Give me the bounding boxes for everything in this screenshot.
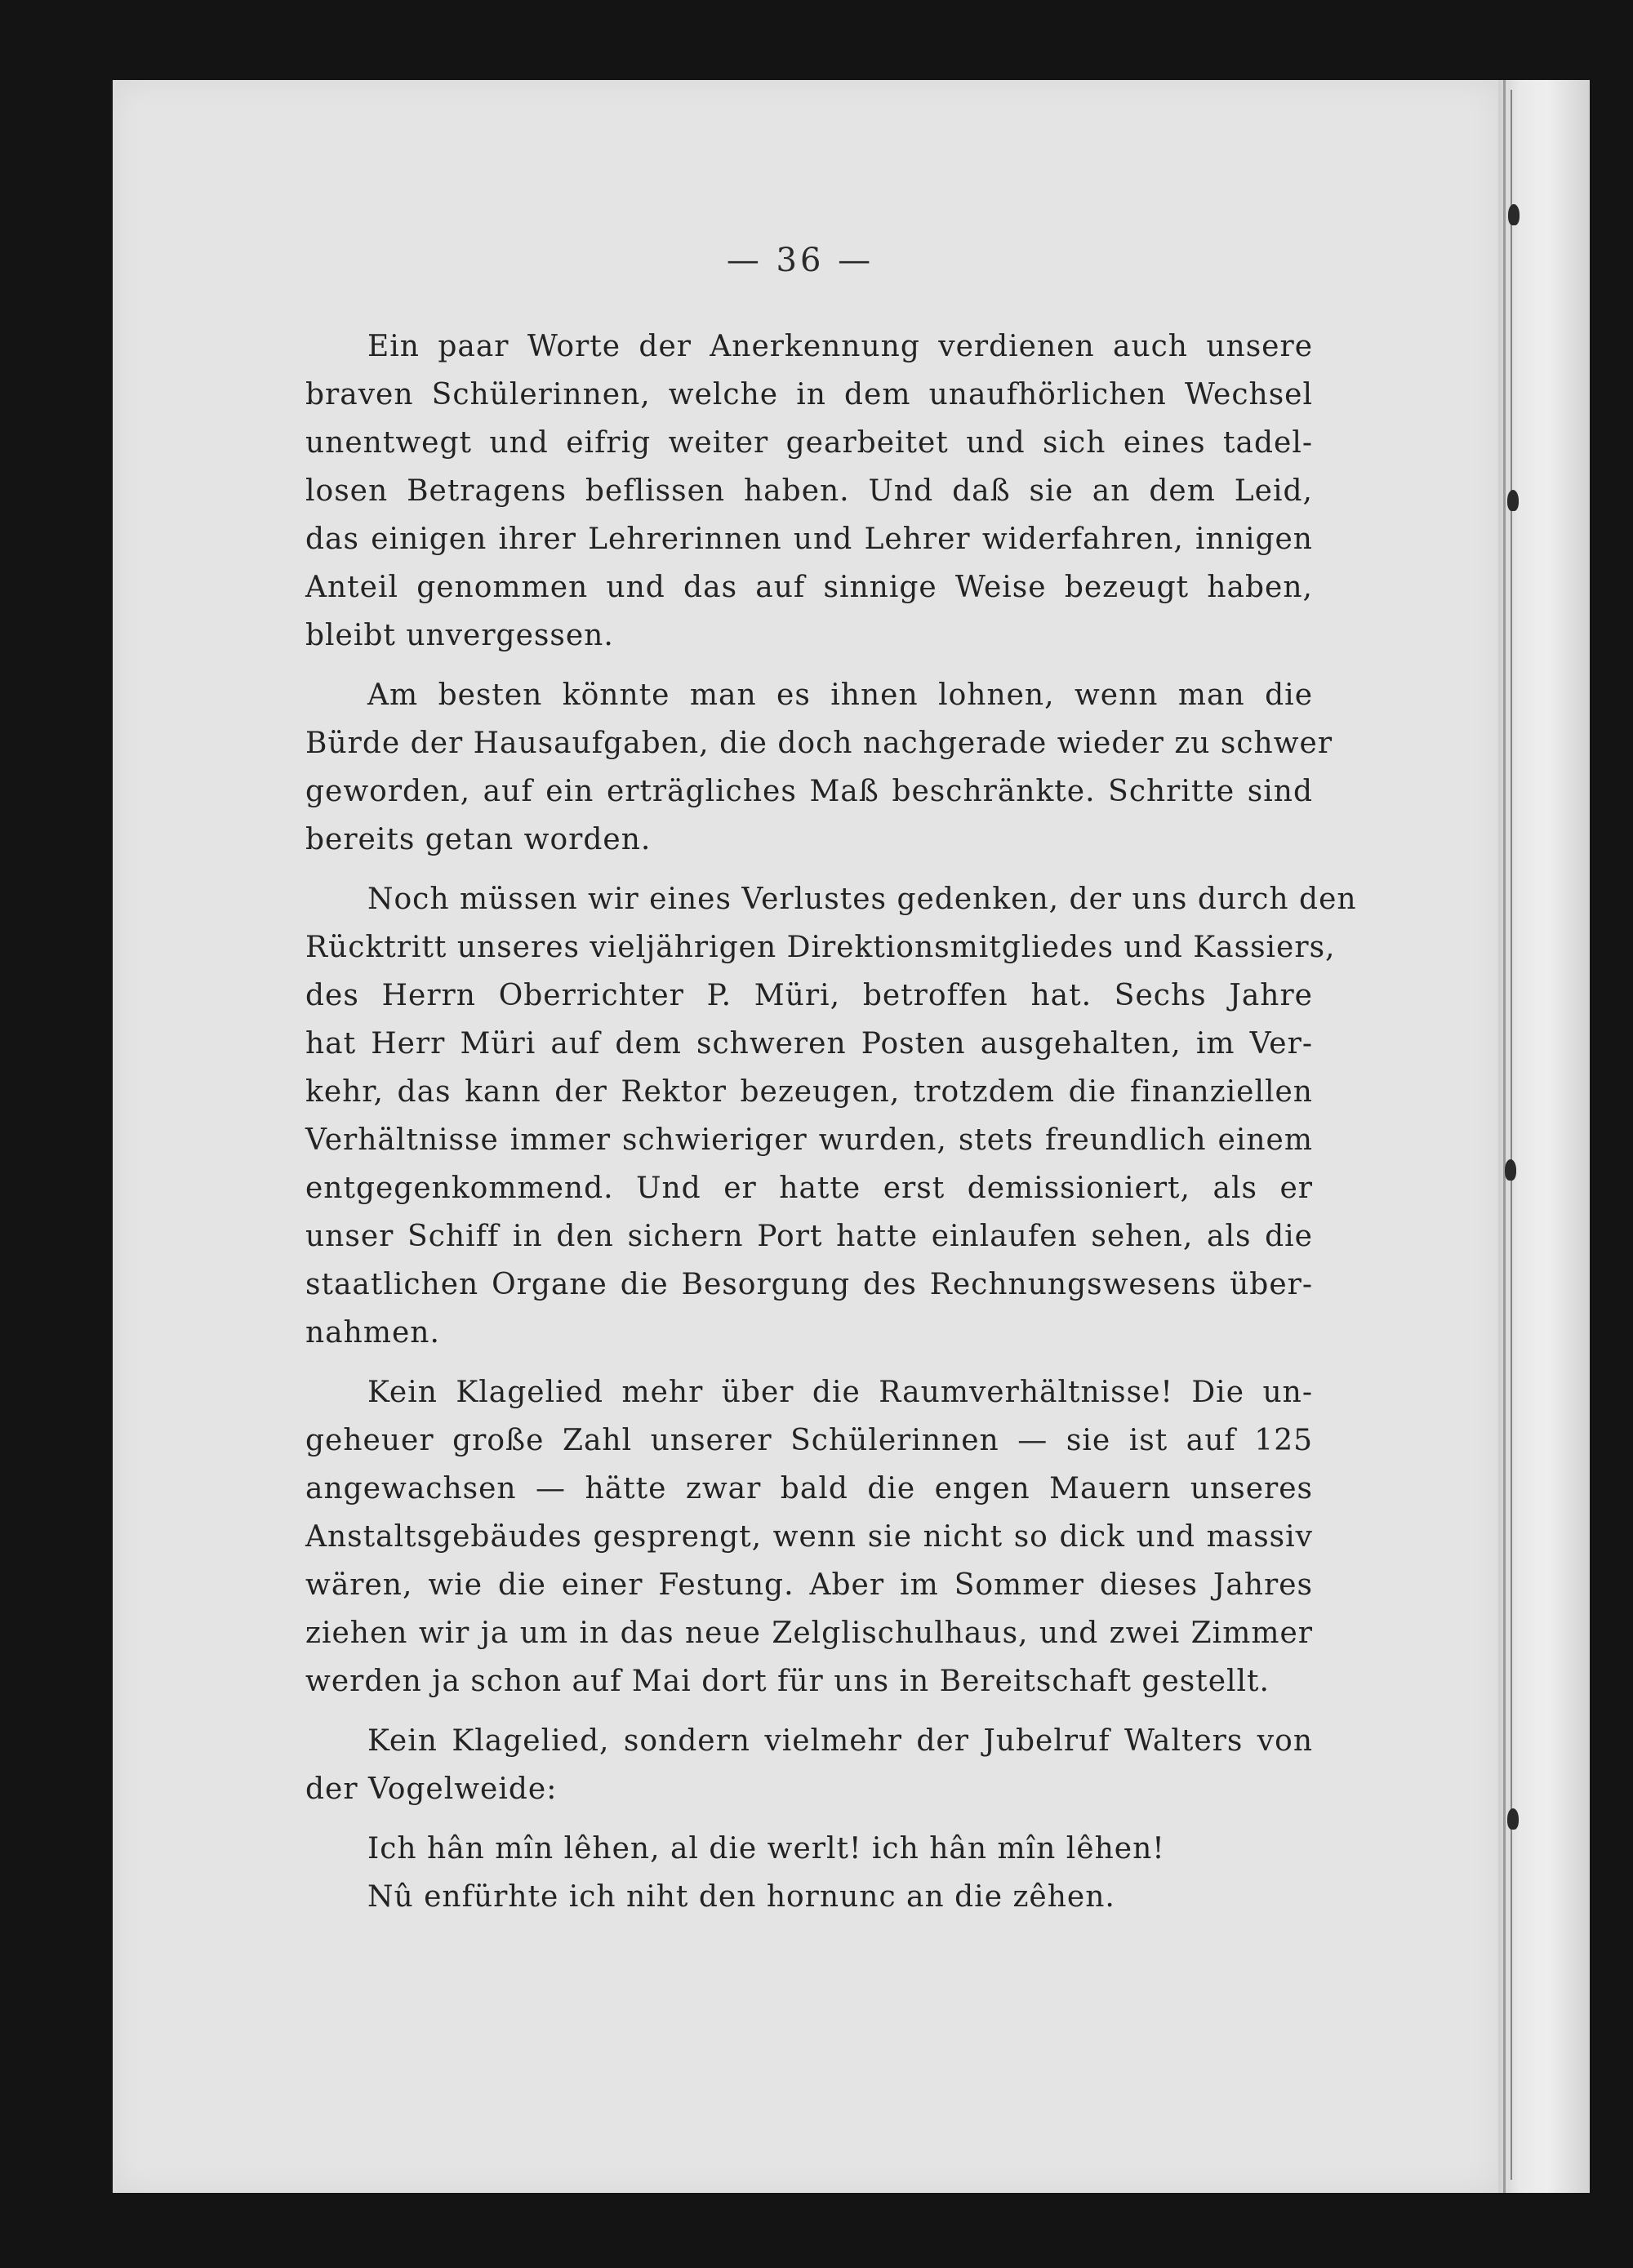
text-line: Noch müssen wir eines Verlustes gedenken, der uns durch den [367, 883, 1357, 916]
text-line: Ein paar Worte der Anerkennung verdienen auch unsere [367, 330, 1313, 363]
binding-stitch [1505, 1159, 1516, 1181]
text-line: werden ja schon auf Mai dort für uns in Bereitschaft gestellt. [305, 1665, 1270, 1698]
text-line: geheuer große Zahl unserer Schülerinnen — sie ist auf 125 [305, 1424, 1313, 1457]
binding-stitch [1507, 1808, 1519, 1830]
paragraph [305, 671, 1333, 864]
verse-quote [305, 1825, 1313, 1921]
text-line: bleibt unvergessen. [305, 619, 614, 652]
text-line: nahmen. [305, 1316, 440, 1350]
page-edge-line [1503, 80, 1506, 2193]
text-line: Anteil genommen und das auf sinnige Weise bezeugt haben, [305, 571, 1313, 604]
page-number: — 36 — [726, 242, 874, 279]
text-line: angewachsen — hätte zwar bald die engen Mauern unseres [305, 1472, 1313, 1505]
paragraph [305, 1717, 1313, 1813]
paragraph [305, 1368, 1313, 1705]
text-line: der Vogelweide: [305, 1772, 558, 1806]
text-line: ziehen wir ja um in das neue Zelglischulhaus, und zwei Zimmer [305, 1617, 1313, 1650]
verse-line: Ich hân mîn lêhen, al die werlt! ich hân mîn lêhen! [367, 1832, 1165, 1866]
text-line: kehr, das kann der Rektor bezeugen, trotzdem die finanziellen [305, 1075, 1313, 1109]
paragraph [305, 875, 1357, 1357]
binding-stitch [1508, 204, 1520, 225]
text-line: bereits getan worden. [305, 823, 652, 856]
binding-fold [1511, 90, 1512, 2180]
text-line: losen Betragens beflissen haben. Und daß sie an dem Leid, [305, 474, 1313, 508]
body-text [305, 322, 1357, 1921]
text-line: das einigen ihrer Lehrerinnen und Lehrer widerfahren, innigen [305, 523, 1313, 556]
text-line: wären, wie die einer Festung. Aber im Sommer dieses Jahres [305, 1568, 1313, 1602]
paragraph [305, 322, 1313, 660]
verse-line: Nû enfürhte ich niht den hornunc an die zêhen. [367, 1880, 1115, 1914]
text-line: Kein Klagelied mehr über die Raumverhältnisse! Die un- [367, 1376, 1313, 1409]
text-line: des Herrn Oberrichter P. Müri, betroffen hat. Sechs Jahre [305, 979, 1313, 1012]
text-line: Am besten könnte man es ihnen lohnen, wenn man die [367, 678, 1313, 712]
text-line: Verhältnisse immer schwieriger wurden, stets freundlich einem [305, 1123, 1313, 1157]
text-line: geworden, auf ein erträgliches Maß beschränkte. Schritte sind [305, 775, 1313, 808]
text-line: Rücktritt unseres vieljährigen Direktionsmitgliedes und Kassiers, [305, 931, 1336, 964]
text-line: braven Schülerinnen, welche in dem unaufhörlichen Wechsel [305, 378, 1313, 411]
binding-stitch [1507, 490, 1519, 511]
text-line: hat Herr Müri auf dem schweren Posten ausgehalten, im Ver- [305, 1027, 1313, 1061]
text-line: unentwegt und eifrig weiter gearbeitet und sich eines tadel- [305, 426, 1313, 460]
text-line: Anstaltsgebäudes gesprengt, wenn sie nicht so dick und massiv [305, 1520, 1313, 1554]
text-line: entgegenkommend. Und er hatte erst demissioniert, als er [305, 1172, 1313, 1205]
text-line: unser Schiff in den sichern Port hatte einlaufen sehen, als die [305, 1220, 1313, 1253]
text-line: Kein Klagelied, sondern vielmehr der Jubelruf Walters von [367, 1724, 1313, 1758]
text-line: staatlichen Organe die Besorgung des Rechnungswesens über- [305, 1268, 1313, 1301]
text-line: Bürde der Hausaufgaben, die doch nachgerade wieder zu schwer [305, 727, 1333, 760]
